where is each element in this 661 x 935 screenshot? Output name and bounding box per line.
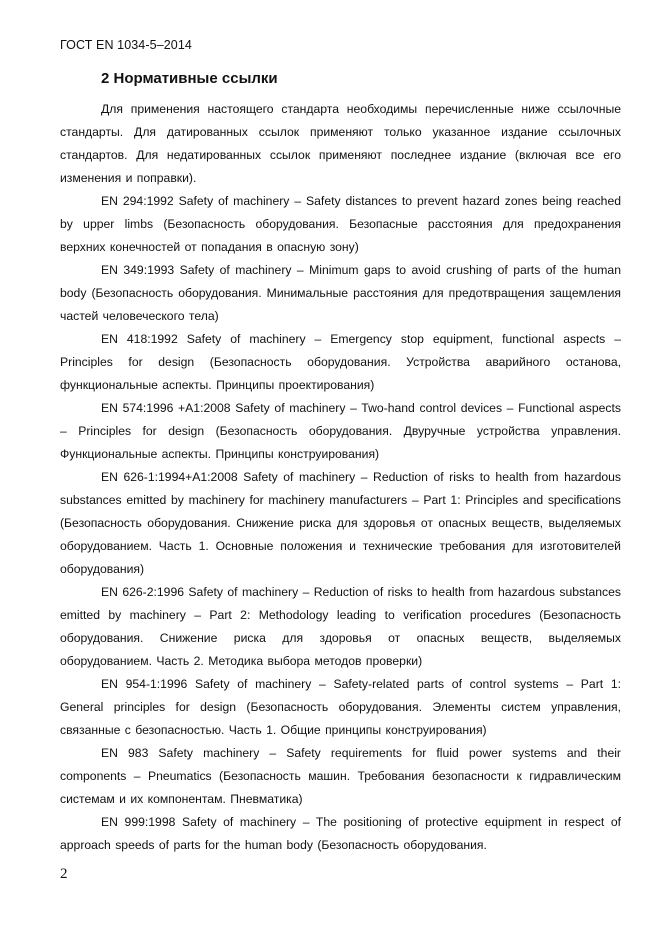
reference-en-983: EN 983 Safety machinery – Safety requirements for fluid power systems and their components – Pneumatics (Безопасность машин. Требования безопасности к гидравлическим системам и их компонентам. Пневматика) — [60, 746, 621, 806]
normative-references-body — [60, 98, 621, 857]
reference-en-626-2: EN 626-2:1996 Safety of machinery – Reduction of risks to health from hazardous substances emitted by machinery – Part 2: Methodology leading to verification procedures (Безопасность оборудования. Снижение риска для здоровья от опасных веществ, выделяемых оборудованием. Часть 2. Методика выбора методов проверки) — [60, 585, 621, 668]
reference-en-574: EN 574:1996 +A1:2008 Safety of machinery – Two-hand control devices – Functional aspects – Principles for design (Безопасность оборудования. Двуручные устройства управления. Функциональные аспекты. Принципы конструирования) — [60, 401, 621, 461]
reference-en-954-1: EN 954-1:1996 Safety of machinery – Safety-related parts of control systems – Part 1: General principles for design (Безопасность оборудования. Элементы систем управления, связанные с безопасностью. Часть 1. Общие принципы конструирования) — [60, 677, 621, 737]
reference-en-626-1: EN 626-1:1994+A1:2008 Safety of machinery – Reduction of risks to health from hazardous substances emitted by machinery for machinery manufacturers – Part 1: Principles and specifications (Безопасность оборудования. Снижение риска для здоровья от опасных веществ, выделяемых оборудованием. Часть 1. Основные положения и технические требования для изготовителей оборудования) — [60, 470, 621, 576]
reference-en-418: EN 418:1992 Safety of machinery – Emergency stop equipment, functional aspects – Principles for design (Безопасность оборудования. Устройства аварийного останова, функциональные аспекты. Принципы проектирования) — [60, 332, 621, 392]
reference-en-999: EN 999:1998 Safety of machinery – The positioning of protective equipment in respect of approach speeds of parts for the human body (Безопасность оборудования. — [60, 815, 621, 852]
intro-paragraph: Для применения настоящего стандарта необходимы перечисленные ниже ссылочные стандарты. Для датированных ссылок применяют только указанное издание ссылочных стандартов. Для недатированных ссылок применяют последнее издание (включая все его изменения и поправки). — [60, 102, 621, 185]
reference-en-294: EN 294:1992 Safety of machinery – Safety distances to prevent hazard zones being reached by upper limbs (Безопасность оборудования. Безопасные расстояния для предохранения верхних конечностей от попадания в опасную зону) — [60, 194, 621, 254]
section-title: 2 Нормативные ссылки — [101, 70, 278, 87]
document-code-header: ГОСТ EN 1034-5–2014 — [60, 38, 192, 52]
reference-en-349: EN 349:1993 Safety of machinery – Minimum gaps to avoid crushing of parts of the human body (Безопасность оборудования. Минимальные расстояния для предотвращения защемления частей человеческого тела) — [60, 263, 621, 323]
page-number: 2 — [60, 866, 68, 882]
